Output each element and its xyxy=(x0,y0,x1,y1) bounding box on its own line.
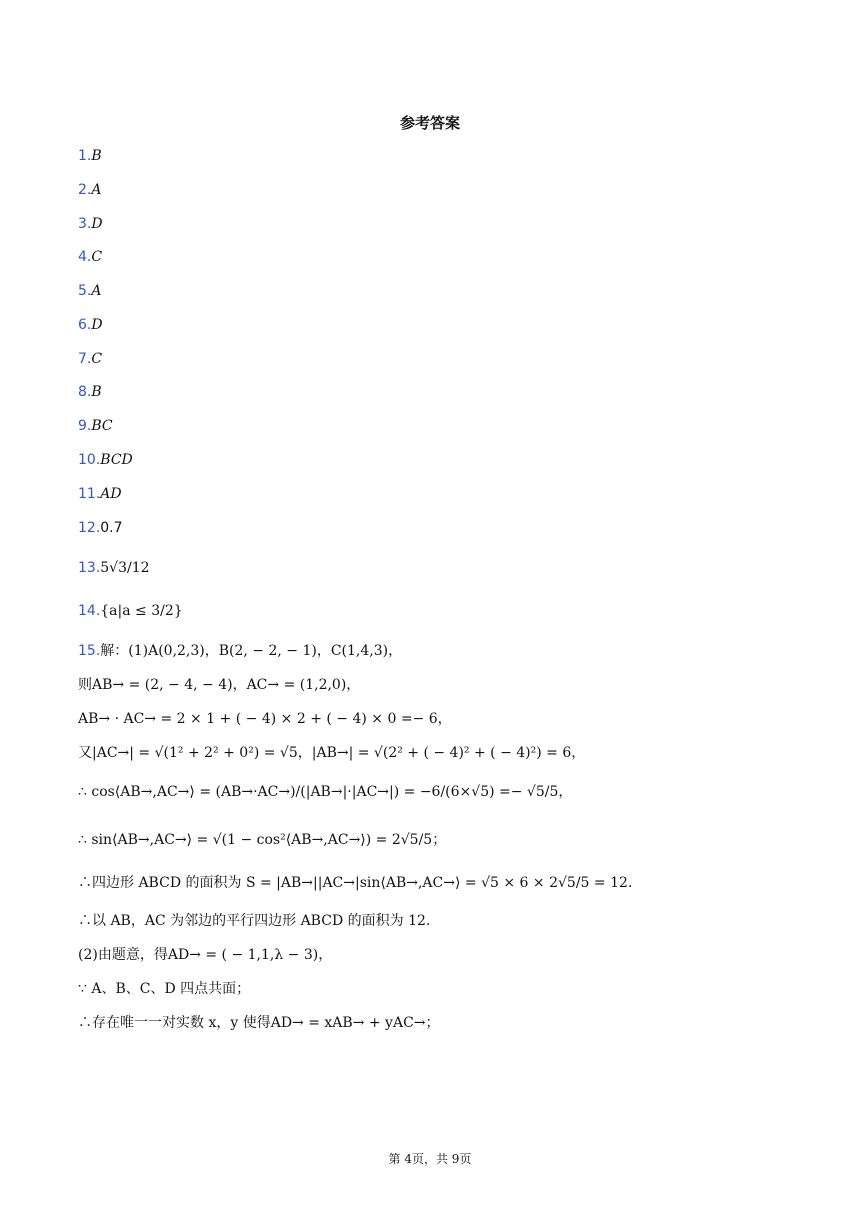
answer-number: 3. xyxy=(78,216,92,232)
solution-text: ∴ sin⟨AB→,AC→⟩ = √(1 − cos²⟨AB→,AC→⟩) = 2√5/5； xyxy=(78,832,447,848)
answer-text: BC xyxy=(91,418,113,434)
answer-text: C xyxy=(91,249,103,265)
answer-number: 7. xyxy=(78,351,92,367)
solution-line xyxy=(78,1013,440,1033)
answer-number: 13. xyxy=(78,560,101,576)
answer-text: B xyxy=(91,148,102,164)
answer-text: D xyxy=(91,216,103,232)
answer-number: 1. xyxy=(78,148,92,164)
answer-number: 12. xyxy=(78,520,101,536)
solution-text: ∵ A、B、C、D 四点共面； xyxy=(78,981,251,997)
solution-text: ∴四边形 ABCD 的面积为 S = |AB→||AC→|sin⟨AB→,AC→⟩ = √5 × 6 × 2√5/5 = 12. xyxy=(78,875,633,891)
answer-number: 6. xyxy=(78,317,92,333)
answer-item xyxy=(78,281,101,301)
solution-line xyxy=(78,945,332,965)
answer-text: A xyxy=(91,283,102,299)
answer-item xyxy=(78,247,102,267)
solution-text: 则AB→ = (2, − 4, − 4)，AC→ = (1,2,0)， xyxy=(78,677,361,693)
solution-line xyxy=(78,830,446,850)
answer-item xyxy=(78,518,123,538)
answer-text: 5√3/12 xyxy=(100,560,150,576)
solution-text: (2)由题意，得AD→ = ( − 1,1,λ − 3)， xyxy=(78,947,333,963)
answer-item xyxy=(78,558,150,578)
answer-text: B xyxy=(91,384,102,400)
answer-text: {a|a ≤ 3/2} xyxy=(100,603,183,619)
answer-number: 4. xyxy=(78,249,92,265)
answer-number: 8. xyxy=(78,384,92,400)
page-footer: 第 4页，共 9页 xyxy=(388,1152,472,1166)
answer-text: AD xyxy=(100,486,122,502)
answer-text: BCD xyxy=(100,452,133,468)
answer-text: D xyxy=(91,317,103,333)
solution-text: 又|AC→| = √(1² + 2² + 0²) = √5，|AB→| = √(2² + ( − 4)² + ( − 4)²) = 6， xyxy=(78,745,586,761)
answer-item xyxy=(78,382,102,402)
answer-number: 11. xyxy=(78,486,101,502)
solution-line xyxy=(78,911,430,931)
solution-line xyxy=(78,873,632,893)
solution-text: ∴ cos⟨AB→,AC→⟩ = (AB→·AC→)/(|AB→|·|AC→|) = −6/(6×√5) =− √5/5， xyxy=(78,784,573,800)
solution-text: 解：(1)A(0,2,3)，B(2, − 2, − 1)，C(1,4,3)， xyxy=(100,643,403,659)
solution-text: AB→ · AC→ = 2 × 1 + ( − 4) × 2 + ( − 4) × 0 =− 6， xyxy=(78,711,452,727)
solution-line xyxy=(78,641,402,661)
solution-line xyxy=(78,782,572,802)
answer-item xyxy=(78,349,102,369)
solution-text: ∴存在唯一一对实数 x，y 使得AD→ = xAB→ + yAC→； xyxy=(78,1015,440,1031)
answer-text: A xyxy=(91,182,102,198)
solution-number: 15. xyxy=(78,643,101,659)
answer-item xyxy=(78,450,133,470)
answer-text: C xyxy=(91,351,103,367)
solution-line xyxy=(78,743,585,763)
answer-item xyxy=(78,416,113,436)
answer-item xyxy=(78,315,103,335)
solution-line xyxy=(78,979,250,999)
solution-text: ∴以 AB，AC 为邻边的平行四边形 ABCD 的面积为 12. xyxy=(78,913,431,929)
answer-item xyxy=(78,146,102,166)
answer-number: 5. xyxy=(78,283,92,299)
answer-item xyxy=(78,601,183,621)
answer-number: 2. xyxy=(78,182,92,198)
answer-number: 10. xyxy=(78,452,101,468)
answer-number: 9. xyxy=(78,418,92,434)
solution-line xyxy=(78,709,452,729)
answer-number: 14. xyxy=(78,603,101,619)
solution-line xyxy=(78,675,360,695)
answer-item xyxy=(78,214,103,234)
page-title: 参考答案 xyxy=(399,114,460,132)
answer-item xyxy=(78,484,122,504)
answer-text: 0.7 xyxy=(100,520,123,536)
answer-item xyxy=(78,180,101,200)
